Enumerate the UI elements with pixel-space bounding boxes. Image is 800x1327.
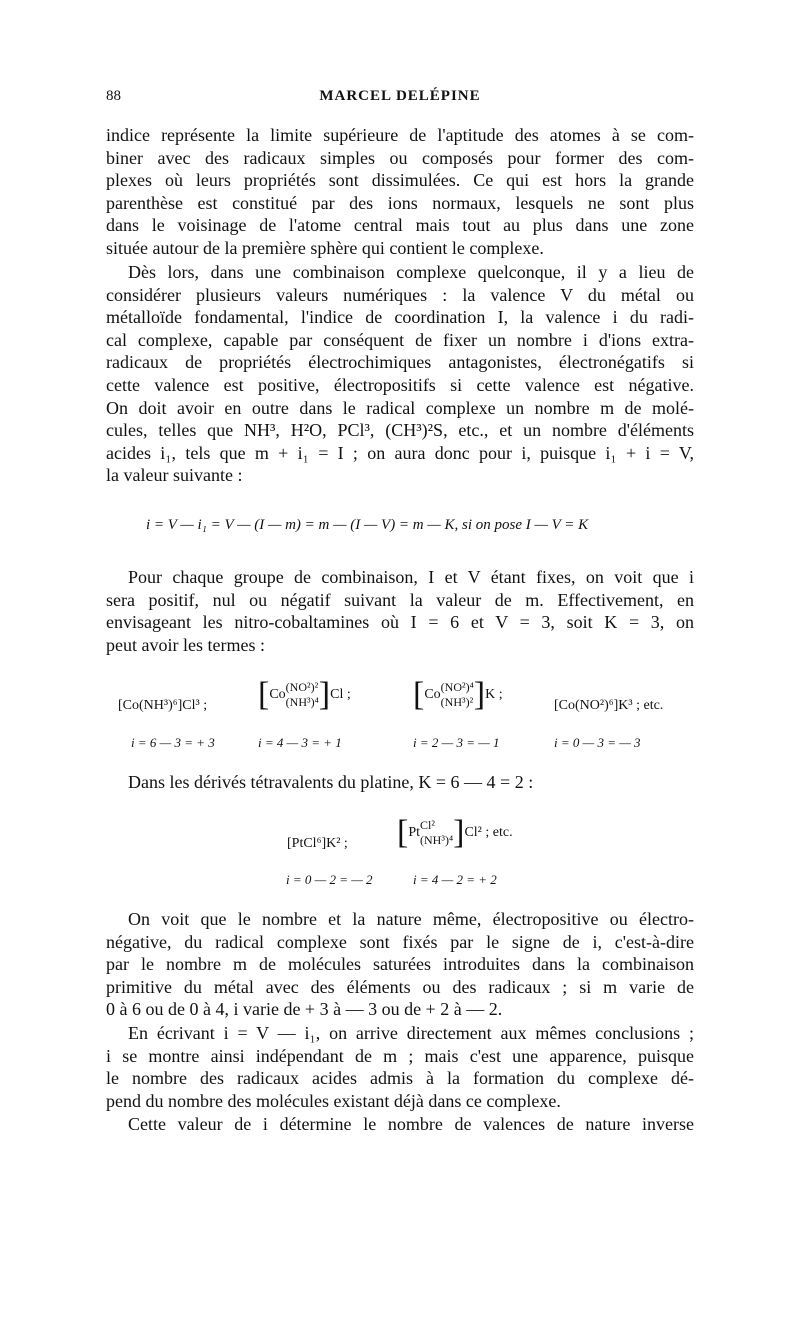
running-head: MARCEL DELÉPINE: [319, 88, 481, 104]
text-line: En écrivant i = V — i₁, on arrive directement aux mêmes conclusions ;: [128, 1023, 694, 1043]
platinum-intro: [128, 771, 688, 794]
text-line: biner avec des radicaux simples ou composés pour former des com-: [106, 147, 694, 168]
equation-platinum-1: i = 0 — 2 = — 2: [286, 872, 373, 887]
text-line: plexes où leurs propriétés sont dissimulées. Ce qui est hors la grande: [106, 170, 694, 191]
text-line: cette valence est positive, électropositifs si cette valence est négative.: [106, 374, 694, 395]
text-line: 0 à 6 ou de 0 à 4, i varie de + 3 à — 3 ou de + 2 à — 2.: [106, 999, 503, 1020]
equation-cobalt-3: i = 2 — 3 = — 1: [413, 735, 500, 750]
text-line: Dans les dérivés tétravalents du platine, K = 6 — 4 = 2 :: [128, 772, 534, 792]
text-line: négative, du radical complexe sont fixés par le signe de i, c'est-à-dire: [106, 931, 694, 952]
equation-platinum-2: i = 4 — 2 = + 2: [413, 872, 497, 887]
paragraph-2: [106, 261, 694, 487]
paragraph-1: [106, 124, 694, 260]
equation-cobalt-4: i = 0 — 3 = — 3: [554, 735, 641, 750]
page-header: [106, 88, 694, 110]
text-line: cal complexe, capable par conséquent de fixer un nombre i d'ions extra-: [106, 329, 694, 350]
text-line: la valeur suivante :: [106, 465, 243, 486]
text-line: indice représente la limite supérieure de l'aptitude des atomes à se com-: [106, 125, 694, 145]
text-line: envisageant les nitro-cobaltamines où I = 6 et V = 3, soit K = 3, on: [106, 612, 694, 633]
paragraph-6: [106, 1113, 694, 1136]
paragraph-5: [106, 1022, 694, 1112]
text-line: radicaux de propriétés électrochimiques antagonistes, électronégatifs si: [106, 352, 694, 373]
equation-i-value: i = V — i₁ = V — (I — m) = m — (I — V) = m — K, si on pose I — V = K: [146, 517, 589, 533]
text-line: Pour chaque groupe de combinaison, I et V étant fixes, on voit que i: [128, 567, 694, 587]
formula-cobalt-hexammine: [Co(NH³)⁶]Cl³ ;: [118, 698, 208, 713]
text-line: cules, telles que NH³, H²O, PCl³, (CH³)²S, etc., et un nombre d'éléments: [106, 420, 694, 441]
text-line: On voit que le nombre et la nature même, électropositive ou électro-: [128, 909, 694, 929]
text-line: i se montre ainsi indépendant de m ; mais c'est une apparence, puisque: [106, 1045, 694, 1066]
text-line: Dès lors, dans une combinaison complexe quelconque, il y a lieu de: [128, 262, 694, 282]
text-line: Cette valeur de i détermine le nombre de valences de nature inverse: [128, 1114, 694, 1134]
text-line: pend du nombre des molécules existant déjà dans ce complexe.: [106, 1090, 561, 1111]
formula-cobalt-hexanitro: [Co(NO²)⁶]K³ ; etc.: [554, 698, 664, 713]
equation-cobalt-2: i = 4 — 3 = + 1: [258, 735, 342, 750]
paragraph-4: [106, 908, 694, 1021]
formula-platinum-tetrammine: [Pt Cl² (NH³)⁴ ]Cl² ; etc.: [397, 814, 513, 851]
text-line: primitive du métal avec des éléments ou des radicaux ; si m varie de: [106, 976, 694, 997]
text-line: parenthèse est constitué par des ions normaux, lesquels ne sont plus: [106, 192, 694, 213]
text-line: On doit avoir en outre dans le radical complexe un nombre m de molé-: [106, 397, 694, 418]
paragraph-3: [106, 566, 694, 656]
equation-cobalt-1: i = 6 — 3 = + 3: [131, 735, 215, 750]
formula-cobalt-tetranitro: [Co (NO²)⁴ (NH³)² ]K ;: [413, 676, 503, 713]
text-line: considérer plusieurs valeurs numériques : la valence V du métal ou: [106, 284, 694, 305]
text-line: située autour de la première sphère qui contient le complexe.: [106, 237, 544, 258]
formula-platinum-hexachloro: [PtCl⁶]K² ;: [287, 836, 348, 851]
text-line: acides i₁, tels que m + i₁ = I ; on aura donc pour i, puisque i₁ + i = V,: [106, 442, 694, 463]
text-line: par le nombre m de molécules saturées introduites dans la combinaison: [106, 954, 694, 975]
page-number: 88: [106, 88, 121, 104]
text-line: dans le voisinage de l'atome central mais tout au plus dans une zone: [106, 215, 694, 236]
text-line: sera positif, nul ou négatif suivant la valeur de m. Effectivement, en: [106, 589, 694, 610]
text-line: peut avoir les termes :: [106, 634, 265, 655]
formula-cobalt-dinitro: [Co (NO²)² (NH³)⁴ ]Cl ;: [258, 676, 351, 713]
text-line: le nombre des radicaux acides admis à la formation du complexe dé-: [106, 1068, 694, 1089]
text-line: métalloïde fondamental, l'indice de coordination I, la valence i du radi-: [106, 307, 694, 328]
